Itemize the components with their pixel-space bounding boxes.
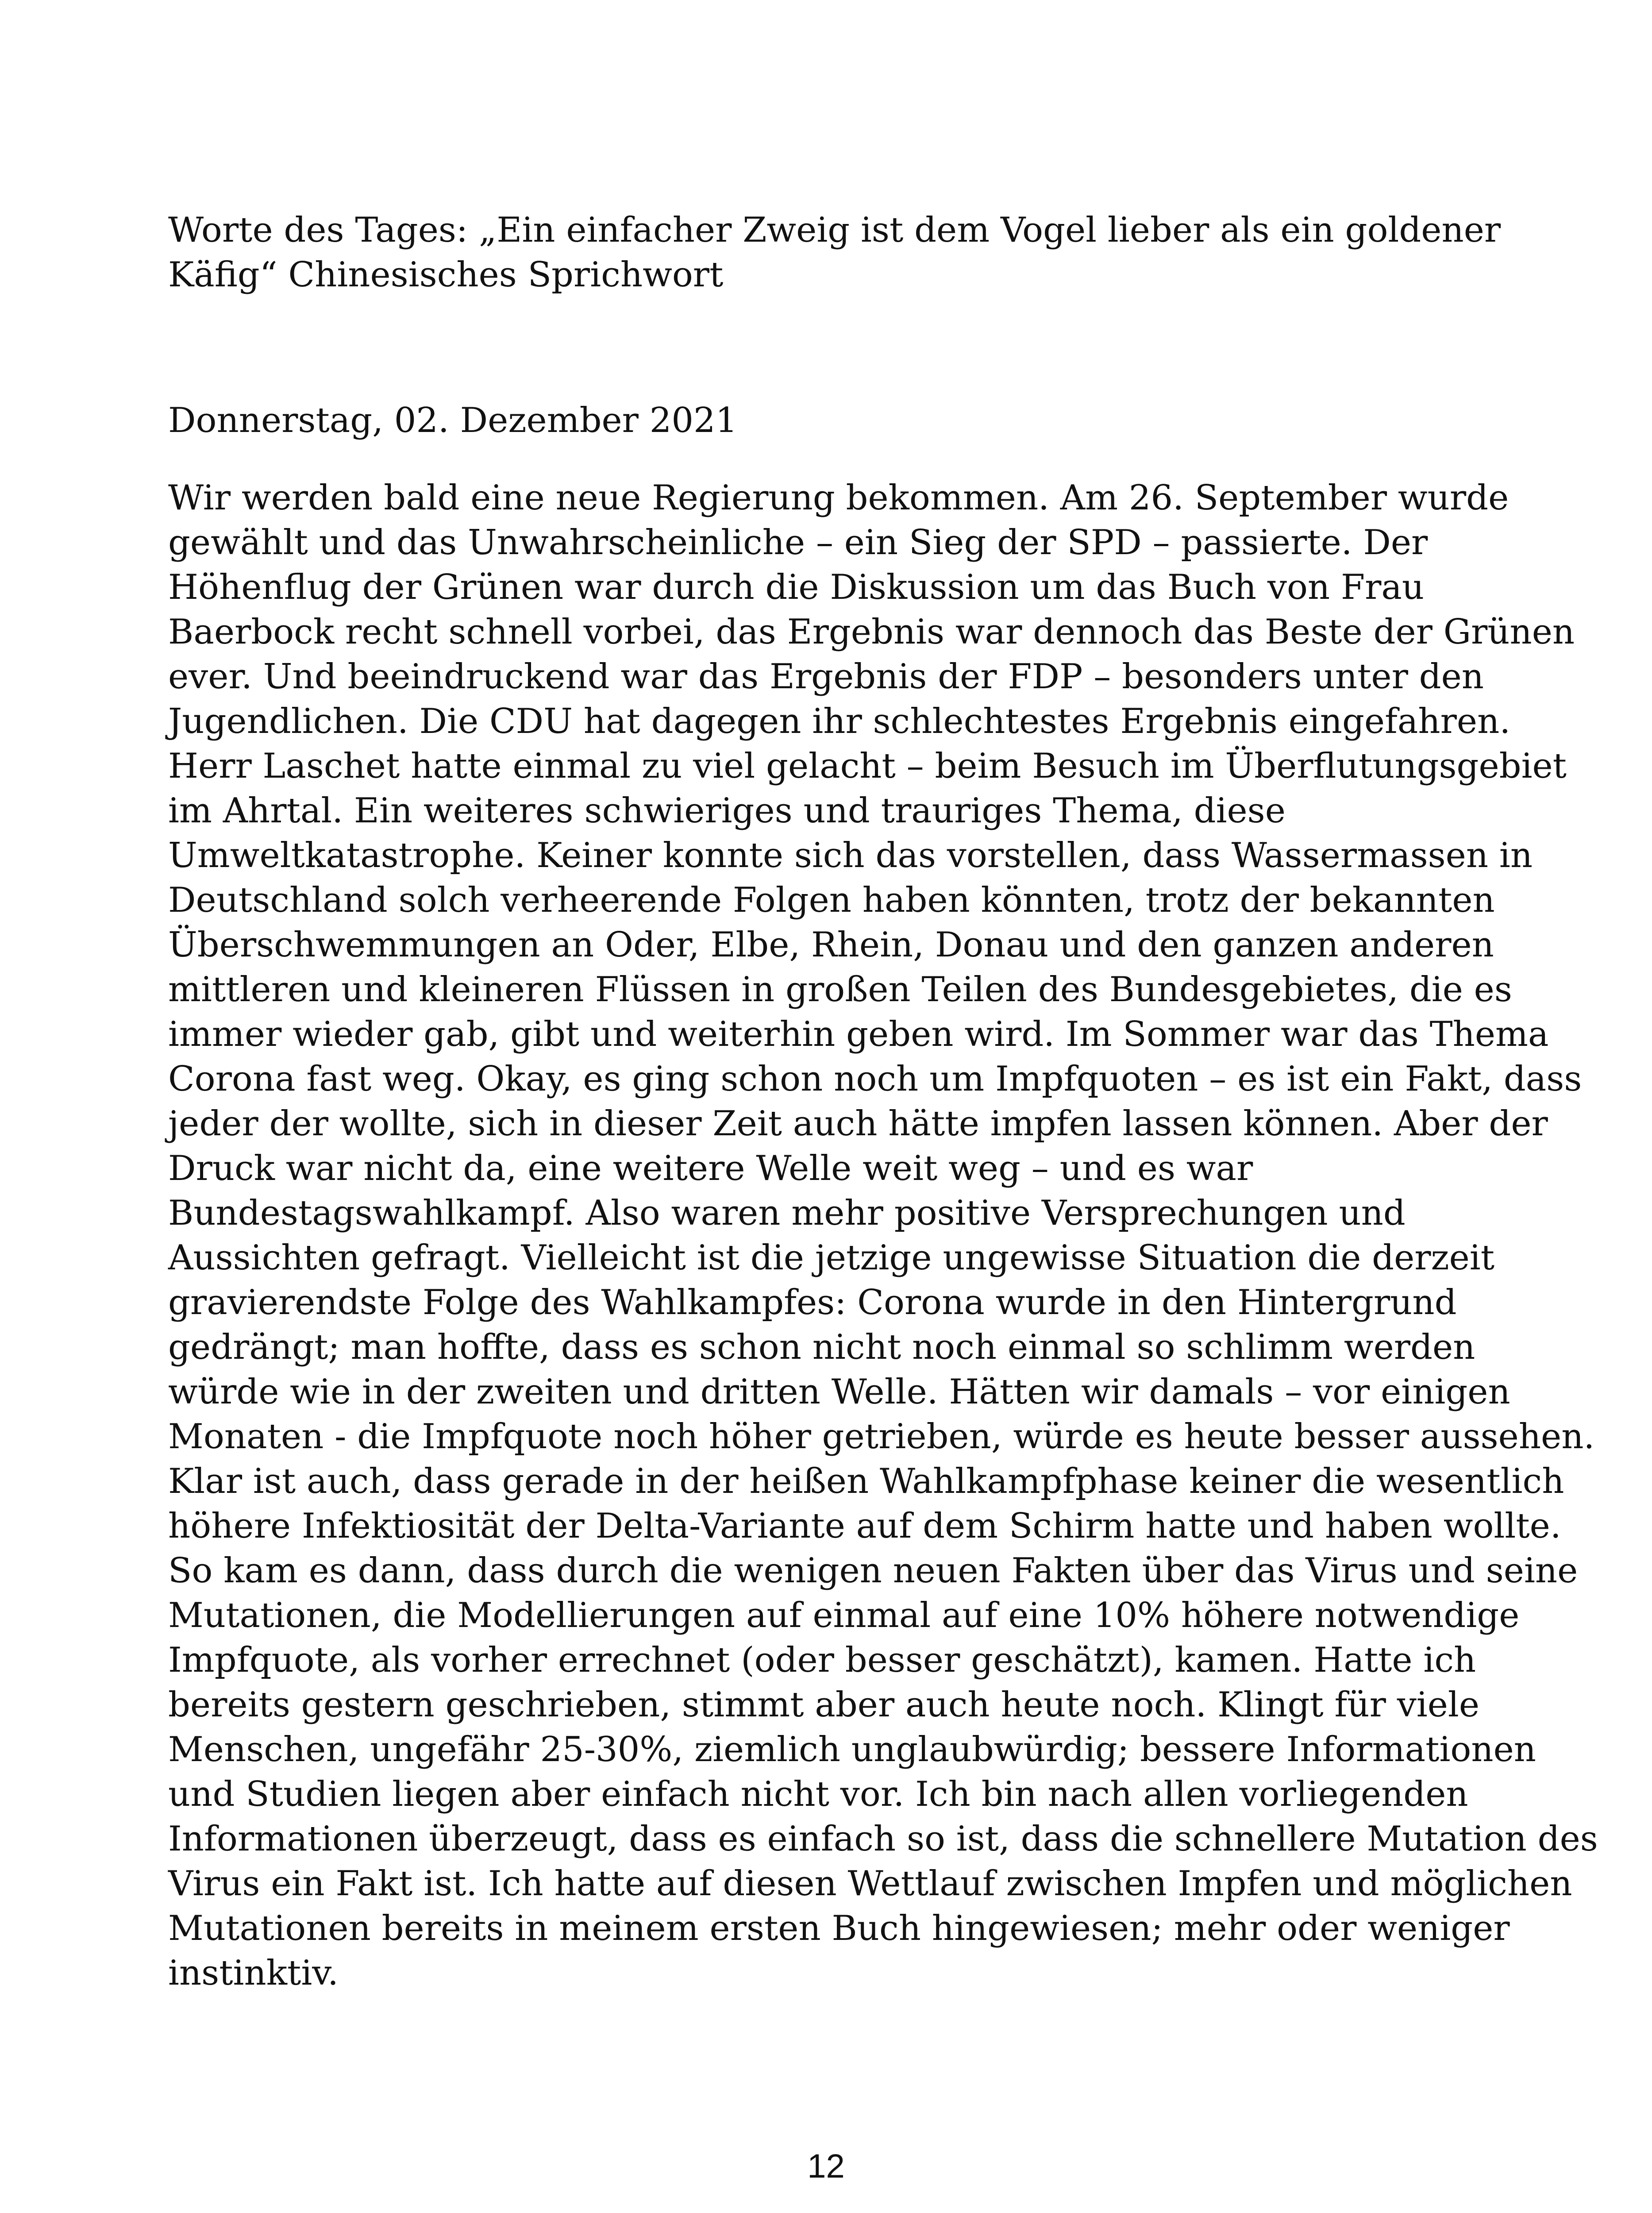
body-line: Überschwemmungen an Oder, Elbe, Rhein, Donau und den ganzen anderen bbox=[168, 925, 1494, 965]
body-line: Umweltkatastrophe. Keiner konnte sich das vorstellen, dass Wassermassen in bbox=[168, 836, 1533, 875]
entry-body bbox=[168, 476, 1598, 1996]
quote-line: Worte des Tages: „Ein einfacher Zweig ist dem Vogel lieber als ein goldener bbox=[168, 210, 1501, 250]
body-line: gravierendste Folge des Wahlkampfes: Corona wurde in den Hintergrund bbox=[168, 1283, 1457, 1322]
body-line: Corona fast weg. Okay, es ging schon noch um Impfquoten – es ist ein Fakt, dass bbox=[168, 1059, 1582, 1099]
body-line: immer wieder gab, gibt und weiterhin geben wird. Im Sommer war das Thema bbox=[168, 1014, 1549, 1054]
body-line: Menschen, ungefähr 25-30%, ziemlich unglaubwürdig; bessere Informationen bbox=[168, 1730, 1536, 1770]
body-line: Baerbock recht schnell vorbei, das Ergebnis war dennoch das Beste der Grünen bbox=[168, 612, 1575, 652]
body-line: jeder der wollte, sich in dieser Zeit auch hätte impfen lassen können. Aber der bbox=[168, 1104, 1548, 1144]
page-number: 12 bbox=[807, 2147, 845, 2185]
body-line: Herr Laschet hatte einmal zu viel gelacht – beim Besuch im Überflutungsgebiet bbox=[168, 746, 1567, 786]
body-line: Virus ein Fakt ist. Ich hatte auf diesen Wettlauf zwischen Impfen und möglichen bbox=[168, 1864, 1572, 1904]
body-line: Monaten - die Impfquote noch höher getrieben, würde es heute besser aussehen. bbox=[168, 1417, 1595, 1457]
body-line: Aussichten gefragt. Vielleicht ist die jetzige ungewisse Situation die derzeit bbox=[168, 1238, 1495, 1278]
body-line: im Ahrtal. Ein weiteres schwieriges und trauriges Thema, diese bbox=[168, 791, 1286, 831]
body-line: Druck war nicht da, eine weitere Welle weit weg – und es war bbox=[168, 1149, 1253, 1188]
body-line: Jugendlichen. Die CDU hat dagegen ihr schlechtestes Ergebnis eingefahren. bbox=[168, 702, 1511, 741]
body-line: ever. Und beeindruckend war das Ergebnis der FDP – besonders unter den bbox=[168, 657, 1484, 697]
body-line: Höhenflug der Grünen war durch die Diskussion um das Buch von Frau bbox=[168, 567, 1425, 607]
body-line: würde wie in der zweiten und dritten Welle. Hätten wir damals – vor einigen bbox=[168, 1372, 1510, 1412]
quote-line: Käfig“ Chinesisches Sprichwort bbox=[168, 255, 724, 295]
body-line: Klar ist auch, dass gerade in der heißen Wahlkampfphase keiner die wesentlich bbox=[168, 1461, 1564, 1501]
body-line: höhere Infektiosität der Delta-Variante auf dem Schirm hatte und haben wollte. bbox=[168, 1506, 1561, 1546]
body-line: Mutationen bereits in meinem ersten Buch hingewiesen; mehr oder weniger bbox=[168, 1908, 1510, 1948]
body-line: gedrängt; man hoffte, dass es schon nicht noch einmal so schlimm werden bbox=[168, 1327, 1475, 1367]
body-line: Mutationen, die Modellierungen auf einmal auf eine 10% höhere notwendige bbox=[168, 1596, 1520, 1635]
body-line: Wir werden bald eine neue Regierung bekommen. Am 26. September wurde bbox=[168, 478, 1509, 518]
body-line: instinktiv. bbox=[168, 1953, 339, 1993]
body-line: mittleren und kleineren Flüssen in großen Teilen des Bundesgebietes, die es bbox=[168, 970, 1512, 1010]
body-line: bereits gestern geschrieben, stimmt aber auch heute noch. Klingt für viele bbox=[168, 1685, 1480, 1725]
entry-date: Donnerstag, 02. Dezember 2021 bbox=[168, 401, 738, 440]
body-line: Deutschland solch verheerende Folgen haben könnten, trotz der bekannten bbox=[168, 880, 1495, 920]
quote-of-the-day bbox=[168, 208, 1501, 297]
body-line: und Studien liegen aber einfach nicht vor. Ich bin nach allen vorliegenden bbox=[168, 1774, 1468, 1814]
body-line: So kam es dann, dass durch die wenigen neuen Fakten über das Virus und seine bbox=[168, 1551, 1578, 1591]
body-line: Bundestagswahlkampf. Also waren mehr positive Versprechungen und bbox=[168, 1193, 1406, 1233]
body-line: Informationen überzeugt, dass es einfach so ist, dass die schnellere Mutation des bbox=[168, 1819, 1598, 1859]
body-line: gewählt und das Unwahrscheinliche – ein Sieg der SPD – passierte. Der bbox=[168, 523, 1428, 563]
body-line: Impfquote, als vorher errechnet (oder besser geschätzt), kamen. Hatte ich bbox=[168, 1640, 1476, 1680]
